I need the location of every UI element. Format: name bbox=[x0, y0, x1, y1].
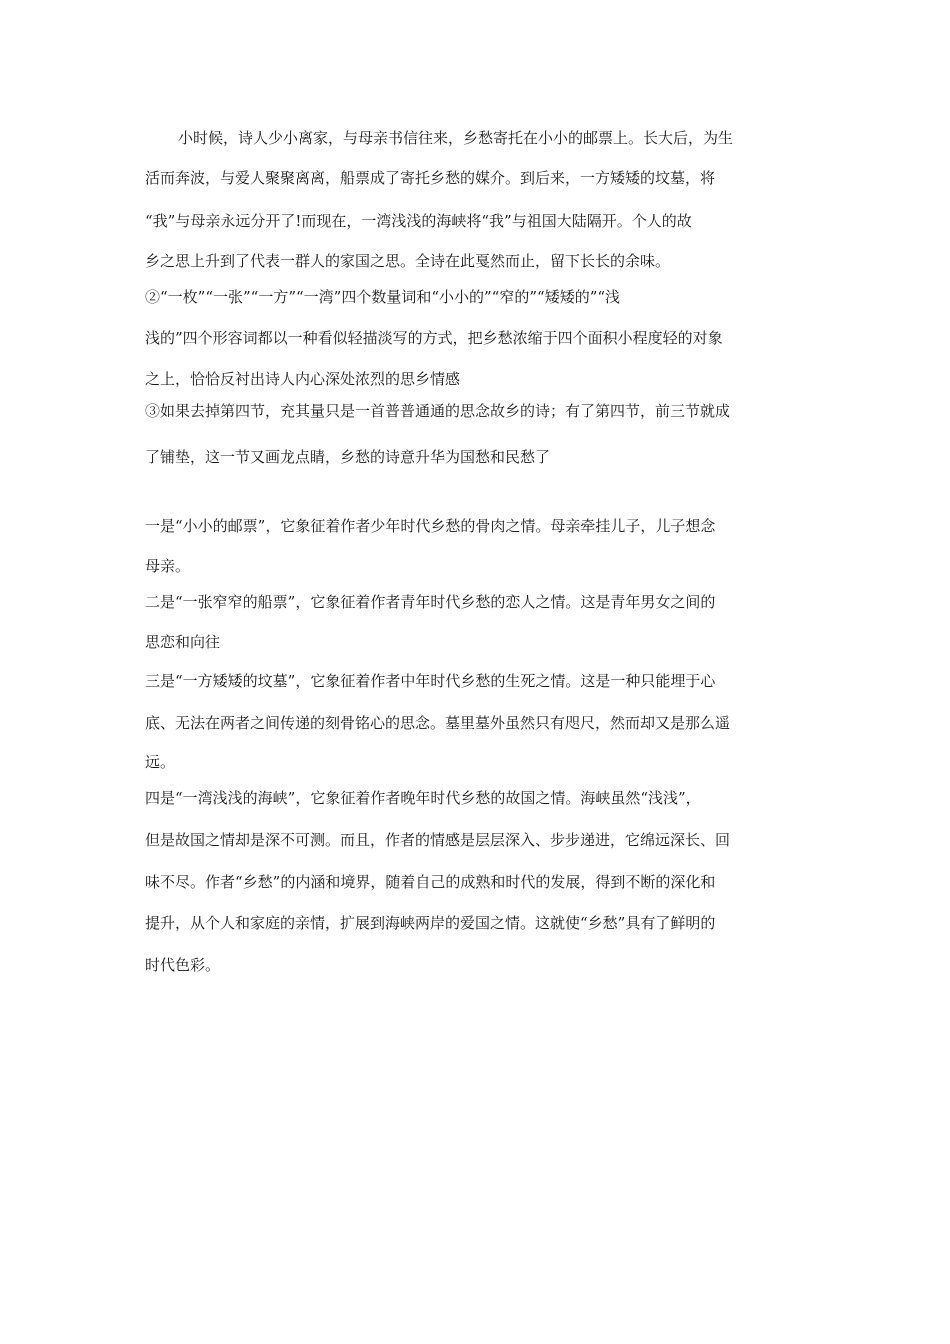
list-item-line: 一是“小小的邮票”，它象征着作者少年时代乡愁的骨肉之情。母亲牵挂儿子，儿子想念 bbox=[145, 517, 716, 535]
list-item-line: 提升，从个人和家庭的亲情，扩展到海峡两岸的爱国之情。这就使“乡愁”具有了鲜明的 bbox=[145, 914, 716, 932]
paragraph-line: 之上，恰恰反衬出诗人内心深处浓烈的思乡情感 bbox=[145, 370, 461, 388]
list-item-line: 思恋和向往 bbox=[145, 633, 221, 651]
list-item-line: 远。 bbox=[145, 753, 176, 771]
paragraph-line: ③如果去掉第四节，充其量只是一首普普通通的思念故乡的诗；有了第四节，前三节就成 bbox=[145, 402, 731, 420]
list-item-line: 味不尽。作者“乡愁”的内涵和境界，随着自己的成熟和时代的发展，得到不断的深化和 bbox=[145, 873, 716, 891]
paragraph-line: 了铺垫，这一节又画龙点睛，乡愁的诗意升华为国愁和民愁了 bbox=[145, 448, 551, 466]
paragraph-line: 小时候，诗人少小离家，与母亲书信往来，乡愁寄托在小小的邮票上。长大后，为生 bbox=[178, 129, 734, 147]
list-item-line: 但是故国之情却是深不可测。而且，作者的情感是层层深入、步步递进，它绵远深长、回 bbox=[145, 831, 731, 849]
list-item-line: 二是“一张窄窄的船票”，它象征着作者青年时代乡愁的恋人之情。这是青年男女之间的 bbox=[145, 593, 716, 611]
paragraph-line: 浅的”四个形容词都以一种看似轻描淡写的方式，把乡愁浓缩于四个面积小程度轻的对象 bbox=[145, 329, 723, 347]
list-item-line: 底、无法在两者之间传递的刻骨铭心的思念。墓里墓外虽然只有咫尺，然而却又是那么遥 bbox=[145, 714, 731, 732]
list-item-line: 时代色彩。 bbox=[145, 956, 221, 974]
paragraph-line: 乡之思上升到了代表一群人的家国之思。全诗在此戛然而止，留下长长的余味。 bbox=[145, 252, 671, 270]
paragraph-line: “我”与母亲永远分开了!而现在，一湾浅浅的海峡将“我”与祖国大陆隔开。个人的故 bbox=[145, 212, 692, 230]
paragraph-line: 活而奔波，与爱人聚聚离离，船票成了寄托乡愁的媒介。到后来，一方矮矮的坟墓，将 bbox=[145, 169, 716, 187]
paragraph-line: ②“一枚”“一张”“一方”“一湾”四个数量词和“小小的”“窄的”“矮矮的”“浅 bbox=[145, 288, 621, 306]
list-item-line: 母亲。 bbox=[145, 557, 191, 575]
list-item-line: 四是“一湾浅浅的海峡”，它象征着作者晚年时代乡愁的故国之情。海峡虽然“浅浅”， bbox=[145, 789, 701, 807]
list-item-line: 三是“一方矮矮的坟墓”，它象征着作者中年时代乡愁的生死之情。这是一种只能埋于心 bbox=[145, 672, 716, 690]
